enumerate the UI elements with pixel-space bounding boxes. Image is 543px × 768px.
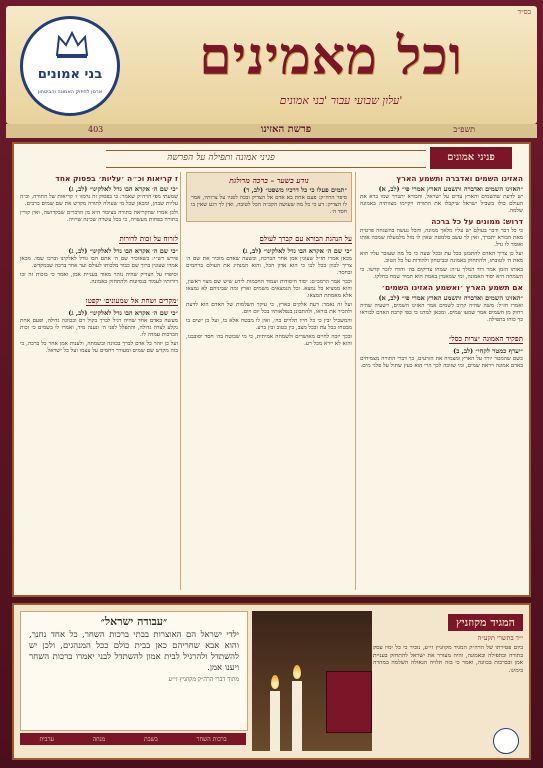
issue-number: 403 [88,125,104,134]
logo [20,16,120,116]
prayer-bar [20,733,246,745]
verse-quote: ״כי שם ה׳ אקרא הבו גדל לאלקינו״ (לב, ג) [68,185,178,193]
article-heading: ׳מקרים ושחת אל שמעונים׳ יקפטו [85,296,178,305]
box-title: נודע בשער – ברכה מדולגת [229,176,309,185]
paragraph: ואמרו חז״ל: משה שהיה קרוב לשמים אמר האזינו השמים, וישעיה שהיה רחוק מן השמים אמר שמעו שמים. ומכאן למדנו כי כפי קרבת האדם לבוראו כך כוחו בתפילה. [360,303,523,323]
flame-icon [293,665,301,679]
prayer-bar-item: ערבית [39,735,54,743]
header [6,6,537,124]
quote-source: מתוך דברי הרה״ק מקוזניץ זי״ע [168,676,239,683]
column-left [20,172,178,590]
article-heading: דרוש: ממונים על כל ברכה [431,217,523,226]
quote-title: ״עבודה ישראל״ [100,615,168,628]
story-box [186,172,352,222]
paragraph: באותו הזמן אמר דוד המלך ע״ה: שמחו צדיקים בה׳ והודו לזכר קדשו. כי השמחה היא יסוד האמונה, ומי שמאמין באמת הוא תמיד שמח בחלקו. [360,267,523,280]
paragraph: מכאן אמרו חז״ל שעונין אמן אחר הברכה, ובשעה שאדם מזכיר את שם ה׳ צריך לכוון בכל לבו כי הוא אדון הכל, והוא המנהיג את העולם ברחמים ובחסד. [186,256,352,276]
paragraph: כשם שהמטר יורד על הארץ ומצמיח את הזרעים, כך דברי התורה מצמיחים באדם אמונה ויראת שמים, ומי שזוכה לכך הרי הוא כעץ שתול על פלגי מים. [360,356,523,369]
main-content [12,142,531,597]
verse-quote: ״תמים פעלו כי כל דרכיו משפט״ (לב, ד) [243,186,347,194]
tzadik-date: י״ד בתשרי תקע״ה [477,634,523,642]
paragraph: ועל זה נאמר: דעת אלקים בארץ, כי עיקר השלמות של האדם הוא לדעת ולהכיר את בוראו, ולהתבונן בנפלאותיו בכל יום ויום. [186,302,352,315]
article-heading: לזרוח על זכות לדורות [119,234,178,243]
year-label: תשפ״ב [453,125,475,134]
column-right [360,172,523,590]
article-heading: על הנהגת הבורא עם קברך לעולם [259,234,352,243]
book-icon [326,671,372,733]
candles-image [252,611,372,751]
prayer-bar-item: מנחה [92,735,106,743]
candle [292,681,302,751]
article-heading: האזינו השמים ואדברה ותשמע הארץ [396,174,523,183]
verse-quote: ״האזינו השמים ואדברה ותשמע הארץ אמרי פי״ (לב, א) [378,185,523,193]
paragraph: ולכן אמרו שהקריאה בתורה בציבור היא מן הדברים שבקדושה, ואין קורין בתורה בפחות מעשרה, כי בכל עשרה שכינה שרויה. [20,210,178,223]
crown-icon [55,29,89,59]
article-heading: תפקיד האמונה ״צרות כסל״ [448,334,523,343]
column-divider [355,172,356,590]
prayer-bar-item: בשבת [144,735,158,743]
tzadik-body: ביום פטירתו של הרה״ק המגיד מקוזניץ זי״ע, נזכיר כי כל ימיו עסק בתורה ובתפילה ובאמונה, והיה מעורר את ישראל להתחזק בעניית אמן ובברכות בכוונה, ואמר כי בזה תלויה הגאולה השלמה במהרה בימינו. [373,645,523,674]
logo-text: בני אמונים [37,67,103,82]
paragraph: ובכך יזכה לחיים מאושרים ולשמחה אמיתית, כי מי שבוטח בה׳ חסד יסובבנו, והוא לא יירא מכל רע. [186,334,352,347]
paragraph: סיפר הרה״ק: פעם אחת בא אדם אל הצדיק ובכה לפניו על צרותיו, אמר לו הצדיק: דע כי כל מה שעושה הקב״ה הכל לטובה, ואין לך רגע שאין בו חסד ה׳. [191,195,347,215]
paragraph: וסיפרו על הצדיק שהיה נזהר מאוד בעניית אמן, ואמר כי בזכות זה זכו דורותיו לעמוד בנסיונות ולהתחזק באמונה. [20,272,178,285]
paragraph: מעשה באדם אחד שהיה רגיל לברך בקול רם ובכוונה גדולה, ופעם אחת נקלע לצרה גדולה, והתפלל לפני ה׳ ונענה מיד, ואמרו לו בשמים כי זכות הברכות עמדה לו. [20,318,178,338]
section-bar [106,150,495,168]
paragraph: יש לדעת שהשמים והארץ עדים על ישראל, והבורא יתברך שמו ברא את העולם כולו בשביל ישראל שיקבלו את התורה ויקיימו מצוותיה באמונה שלמה. [360,194,523,214]
quote-body: ילדי ישראל הם האוצרות בבתי ברכות השחר, כל אחד נחנך, והוא אבא שחריהם כאן בבית כולם ככל המנהגים, ולכן יש להשתדל ולהרגיל לבית אמון להשתדל לבני יאמרו ברכות השחר ויענו אמן. [29,630,239,673]
top-mark: בס״ד [517,8,531,16]
column-middle [186,172,352,590]
tzadik-title: המגיד מקוזניץ [448,614,523,631]
article-heading: ז קריאות וכ״ה ׳עליות׳ בפסוק אחד [55,174,178,183]
verse-quote: ״כי שם ה׳ אקרא הבו גדל לאלקינו״ (לב, ג) [68,247,178,255]
verse-quote: ״האזינו השמים ואדברה ותשמע הארץ אמרי פי״ (לב, א) [378,294,523,302]
article-heading: אם תשמע הארץ ׳ואשמע האזינו השמים׳ [381,283,523,292]
column-divider [180,172,181,590]
page-title: וכל מאמינים [199,26,463,87]
quote-panel [20,611,248,731]
seal-icon [493,728,519,754]
section-name: פניני אמונים [430,147,512,169]
paragraph: כי כל דבר ודבר בעולם יש עליו מלאך ממונה, והכל נעשה בהשגחה פרטית מאת הבורא יתברך, ואין לך עשב מלמטה שאין לו מזל מלמעלה שמכה אותו ואומר לו גדל. [360,228,523,248]
parsha-name: פרשת האזינו [260,124,312,135]
bottom-section [12,603,531,760]
candle [270,691,280,751]
page-subtitle: עלון שבועי עבור 'בני אמונים' [279,94,403,107]
paragraph: פירש רש״י: כשאזכיר שם ה׳ אתם הבו גודל לאלקינו וברכו שמו. מכאן אמרו שעונין ברוך שם כבוד מלכותו לעולם ועד אחר ברכה שבמקדש. [20,256,178,269]
paragraph: והמשכיל יבין כי כל חייו תלויים בה׳, ואין לו מבטח אלא בו, ועל כן ישים בו מבטחו בכל עת ובכל מצב, בין בטוב ובין ברע. [186,318,352,331]
section-tagline: פניני אמונה ותפילה על הפרשה [167,153,275,163]
paragraph: שמעתי מפי הרה״ק שאמר: כי בפסוק זה נרמזו ז׳ קריאות של התורה, וכ״ה עליות שבהן, ומכאן שכל מי שעולה לתורה מקדש את שם שמים ברבים. [20,194,178,207]
flame-icon [271,675,279,689]
paragraph: ועל כן יזהר כל אדם לברך בכוונה ובשמחה, ולענות אמן אחר כל ברכה, כי בזה מקדש שם שמים ומעורר רחמים על עצמו ועל כל ישראל. [20,341,178,354]
info-strip [6,124,537,138]
verse-quote: ״כי שם ה׳ אקרא הבו גדל לאלקינו״ (לב, ג) [68,309,178,317]
paragraph: ועל כן צריך האדם להתבונן בכל עת ובכל שעה כי כל מה שעובר עליו הוא מאת ה׳ לטובתו, ולהתחזק באמונה ובביטחון ולהודות על כל הטוב. [360,251,523,264]
paragraph: וכבר אמר הרמב״ם: יסוד היסודות ועמוד החכמות לידע שיש שם מצוי ראשון, והוא ממציא כל נמצא. וכל הנמצאים משמים וארץ ומה שביניהם לא נמצאו אלא מאמתת המצאו. [186,279,352,299]
verse-quote: ״כי שם ה׳ אקרא הבו גדל לאלקינו״ (לב, ג) [242,247,352,255]
verse-quote: ״יערף כמטר לקחי״ (לב, ב) [453,347,523,355]
prayer-bar-item: ברכות השחר [196,735,227,743]
logo-small-text: ארגון לחיזוק האמונה והביטחון [37,89,103,95]
